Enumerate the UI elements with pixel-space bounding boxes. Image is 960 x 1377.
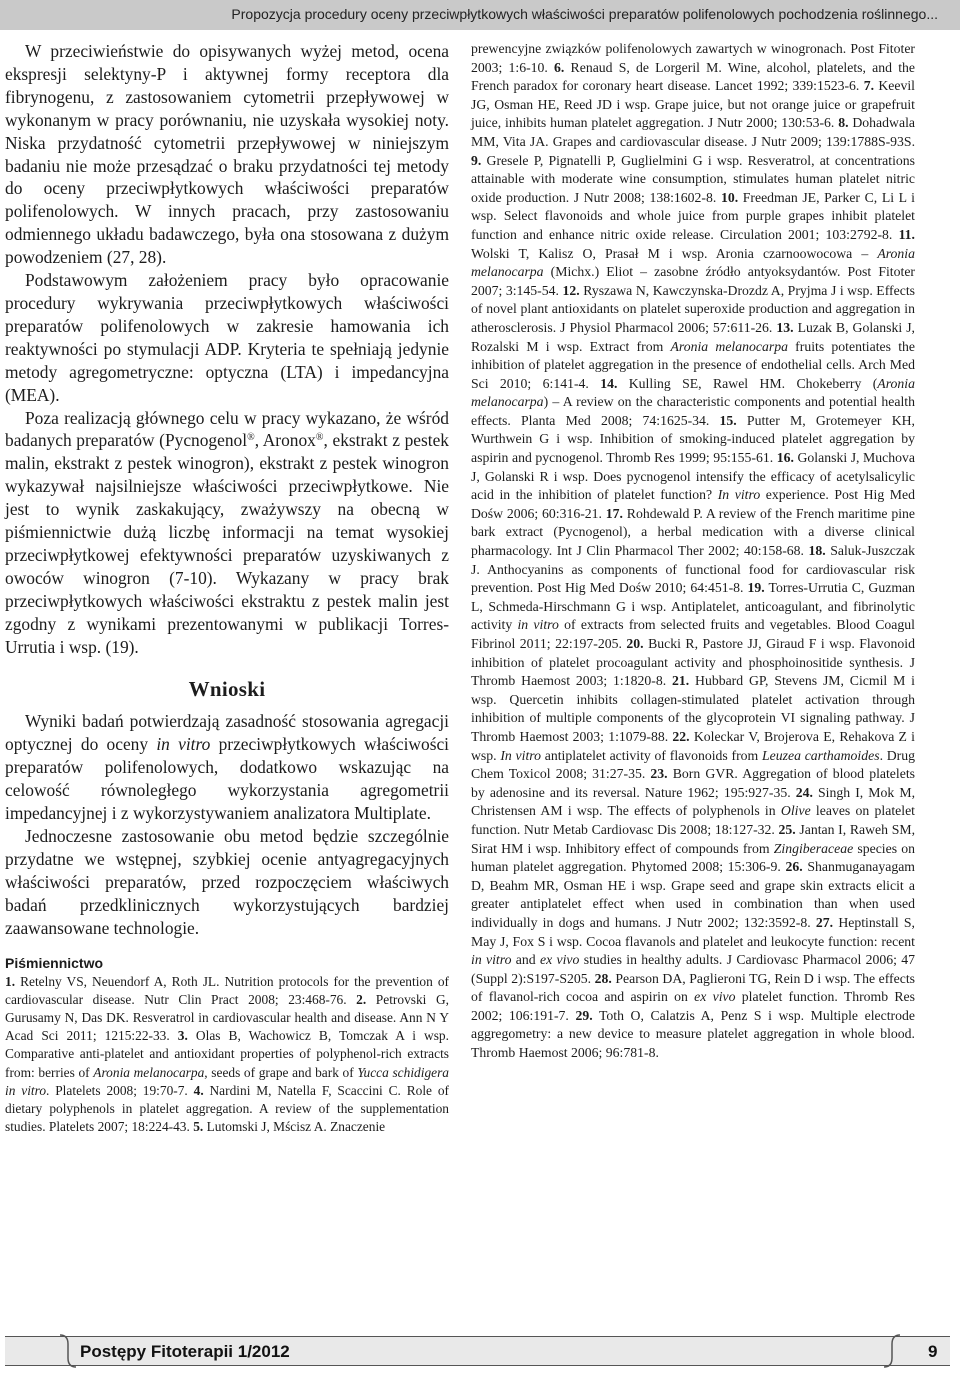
- ref-26-text: Shanmuganayagam D, Beahm MR, Osman HE i wsp. Grape seed and grape skin extracts elicit a greater antiplatelet effect when used in combination than when used individually in dogs and humans. J Nutr 2002; 132:3592-8.: [471, 859, 915, 930]
- ref-27-text3: studies in healthy adults. J Cardiovasc Pharmacol 2006; 47 (Suppl 2):S197-S205.: [471, 952, 916, 986]
- ref-6-num: 6.: [554, 59, 565, 75]
- references-left: [5, 973, 449, 1137]
- conclusions-heading: Wnioski: [188, 677, 266, 702]
- ref-22-italic: In vitro: [500, 747, 541, 763]
- ref-3-italic: Aronia melanocarpa: [93, 1064, 205, 1080]
- references-right: [471, 40, 915, 1063]
- ref-24-text: Singh I, Mok M, Christensen AM i wsp. The effects of polyphenols in: [471, 784, 916, 819]
- ref-10-text: Freedman JE, Parker C, Li L i wsp. Select flavonoids and whole juice from purple grapes inhibit platelet function and enhance nitric oxide release. Circulation 2001; 103:2792-8.: [471, 189, 915, 242]
- ref-1-num: 1.: [5, 973, 16, 989]
- ref-27-num: 27.: [815, 914, 834, 930]
- ref-19-italic: in vitro: [517, 617, 559, 633]
- ref-5-text: Lutomski J, Mścisz A. Znaczenie: [203, 1119, 386, 1135]
- ref-27-italic2: ex vivo: [539, 952, 580, 968]
- ref-24-italic: Olive: [780, 803, 811, 819]
- ref-3-text2: , seeds of grape and bark of: [204, 1064, 358, 1080]
- ref-4-text: Nardini M, Natella F, Scaccini C. Role of dietary polyphenols in platelet aggregation. A review of the supplementation studies. Platelets 2007; 18:224-43.: [5, 1082, 449, 1135]
- ref-8-num: 8.: [838, 115, 849, 131]
- ref-4-num: 4.: [193, 1082, 204, 1098]
- registered-mark-2: ®: [315, 432, 324, 444]
- ref-28-text: Pearson DA, Paglieroni TG, Rein D i wsp. The effects of flavanol-rich cocoa and aspirin on: [471, 970, 915, 1005]
- ref-16-text2: experience. Post Hig Med Dośw 2006; 60:316-21.: [471, 487, 916, 521]
- conclusion-1-b: przeciwpłytkowych właściwości preparatów polifenolowych, dodatkowo wskazując na celowość równoległego wykorzystania agregometrii impedancyjnej i z wykorzystywaniem analizatora Multiplate.: [5, 734, 450, 824]
- ref-10-num: 10.: [720, 189, 739, 205]
- ref-27-italic: in vitro: [471, 952, 512, 968]
- ref-25-text2: species on human platelet aggregation. Phytomed 2008; 15:306-9.: [471, 840, 915, 875]
- ref-3-italic2: Yucca schidigera in vitro: [5, 1064, 449, 1098]
- ref-17-num: 17.: [605, 505, 623, 521]
- ref-25-num: 25.: [778, 821, 796, 837]
- ref-7-num: 7.: [863, 78, 874, 94]
- ref-15-text: Putter M, Grotemeyer KH, Wurthwein G i wsp. Inhibition of smoking-induced platelet aggregation by aspirin and pycnogenol. Thromb Res 1999; 95:155-61.: [471, 412, 915, 466]
- ref-25-italic: Zingiberaceae: [773, 840, 854, 856]
- ref-22-italic2: Leuzea carthamoides: [762, 747, 880, 763]
- ref-16-num: 16.: [776, 450, 794, 466]
- ref-12-num: 12.: [562, 282, 580, 298]
- ref-28-italic: ex vivo: [694, 989, 736, 1005]
- ref-16-italic: In vitro: [717, 487, 761, 503]
- ref-2-num: 2.: [356, 991, 367, 1007]
- left-column: [5, 40, 449, 1136]
- ref-6-text: Renaud S, de Lorgeril M. Wine, alcohol, platelets, and the French paradox for coronary heart disease. Lancet 1992; 339:1523-6.: [471, 59, 915, 94]
- ref-1-text: Retelny VS, Neuendorf A, Roth JL. Nutrition protocols for the prevention of cardiovascular disease. Nutr Clin Pract 2008; 23:468-76.: [5, 973, 449, 1007]
- conclusion-1-a: Wyniki badań potwierdzają zasadność stosowania agregacji optycznej do oceny: [5, 711, 449, 755]
- references-heading: Piśmiennictwo: [5, 954, 104, 971]
- ref-18-text: Saluk-Juszczak J. Anthocyanins as components of functional food for cardiovascular risk prevention. Post Hig Med Dośw 2010; 64:451-8.: [471, 543, 915, 596]
- ref-9-text: Gresele P, Pignatelli P, Guglielmini G i wsp. Resveratrol, at concentrations attainable with moderate wine consumption, stimulates human platelet nitric oxide production. J Nutr 2008; 138:1602-8.: [471, 152, 915, 205]
- ref-7-text: Keevil JG, Osman HE, Reed JD i wsp. Grape juice, but not orange juice or grapefruit juice, inhibits human platelet aggregation. J Nutr 2000; 130:53-6.: [471, 78, 915, 131]
- footer-brace-right-icon: [880, 1332, 960, 1372]
- ref-19-text: Torres-Urrutia C, Guzman L, Schmeda-Hirschmann G i wsp. Antiplatelet, anticoagulant, and fibrinolytic activity: [471, 580, 915, 633]
- ref-18-num: 18.: [808, 543, 826, 559]
- ref-12-text: Ryszawa N, Kawczynska-Drozdz A, Pryjma J i wsp. Effects of novel plant antioxidants on platelet superoxide production and aggregation in atherosclerosis. J Physiol Pharmacol 2006; 57:611-26.: [471, 282, 915, 335]
- page-number: 9: [928, 1342, 938, 1361]
- ref-13-num: 13.: [776, 319, 794, 335]
- ref-17-text: Rohdewald P. A review of the French maritime pine bark extract (Pycnogenol), a herbal medication with a diverse clinical pharmacology. Int J Clin Pharmacol Ther 2002; 40:158-68.: [471, 505, 915, 559]
- paragraph-3: [5, 407, 449, 659]
- running-title: Propozycja procedury oceny przeciwpłytkowych właściwości preparatów polifenolowych pochodzenia roślinnego...: [231, 6, 938, 22]
- p3-part-a: Poza realizacją głównego celu w pracy wykazano, że wśród badanych preparatów (Pycnogenol: [5, 407, 449, 451]
- ref-22-text: Koleckar V, Brojerova E, Rehakova Z i wsp.: [471, 728, 915, 763]
- p3-part-b: , Aronox: [254, 430, 316, 451]
- page-footer: [0, 1332, 960, 1372]
- ref-20-num: 20.: [626, 636, 644, 651]
- ref-3-num: 3.: [177, 1028, 188, 1044]
- ref-16-text: Golanski J, Muchova J, Golanski R i wsp. Does pycnogenol intensify the efficacy of acetylsalicylic acid in the inhibition of platelet function?: [471, 450, 915, 503]
- ref-11-text: Wolski T, Kalisz O, Prasał M i wsp. Aronia czarnoowocowa –: [471, 245, 878, 261]
- ref-5-num: 5.: [193, 1119, 204, 1135]
- ref-23-text: Born GVR. Aggregation of blood platelets by adenosine and its reversal. Nature 1962; 195:927-35.: [471, 766, 916, 800]
- ref-19-text2: of extracts from selected fruits and vegetables. Blood Coagul Fibrinol 2011; 22:197-205.: [471, 617, 915, 651]
- ref-2-text: Petrovski G, Gurusamy N, Das DK. Resveratrol in cardiovascular health and disease. Ann N Y Acad Sci 2011; 1215:22-33.: [5, 991, 449, 1044]
- conclusion-1-italic: in vitro: [156, 734, 211, 755]
- ref-27-text2: and: [511, 952, 540, 968]
- ref-29-text: Toth O, Calatzis A, Penz S i wsp. Multiple electrode aggregometry: a new device to measure platelet aggregation in whole blood. Thromb Haemost 2006; 96:781-8.: [471, 1007, 915, 1061]
- ref-9-num: 9.: [471, 152, 482, 168]
- ref-19-num: 19.: [747, 580, 765, 596]
- ref-22-text3: . Drug Chem Toxicol 2008; 31:27-35.: [471, 747, 915, 782]
- ref-22-num: 22.: [672, 728, 690, 744]
- ref-24-text2: leaves on platelet function. Nutr Metab Cardiovasc Dis 2008; 18:127-32.: [471, 803, 915, 837]
- ref-15-num: 15.: [719, 412, 737, 428]
- ref-25-text: Jantan I, Raweh SM, Sirat HM i wsp. Inhibitory effect of compounds from: [471, 821, 916, 856]
- ref-29-num: 29.: [575, 1007, 593, 1023]
- ref-27-text: Heptinstall S, May J, Fox S i wsp. Cocoa flavanols and platelet and leukocyte function: recent: [471, 914, 915, 949]
- paragraph-2: Podstawowym założeniem pracy było opracowanie procedury wykrywania przeciwpłytkowych właściwości preparatów polifenolowych w zakresie hamowania ich reaktywności po stymulacji ADP. Kryteria te spełniają jedynie metody agregometryczne: optyczna (LTA) i impedancyjna (MEA).: [5, 270, 449, 405]
- registered-mark-1: ®: [247, 432, 255, 444]
- p3-part-c: , ekstrakt z pestek malin, ekstrakt z pestek winogron), ekstrakt z pestek winogron wykazywał najsilniejsze właściwości przeciwpłytkowe. Nie jest to wynik zaskakujący, zważywszy na obecną w piśmiennictwie dużą liczbę informacji na temat wysokiej przeciwpłytkowej efektywności preparatów uzyskiwanych z owoców winogron (7-10). Wykazany w pracy brak przeciwpłytkowych właściwości ekstraktu z pestek malin jest zgodny z wynikami prezentowanymi w publikacji Torres-Urrutia i wsp. (19).: [5, 430, 450, 657]
- ref-8-text: Dohadwala MM, Vita JA. Grapes and cardiovascular disease. J Nutr 2009; 139:1788S-93S.: [471, 115, 915, 149]
- paragraph-1: W przeciwieństwie do opisywanych wyżej metod, ocena ekspresji selektyny-P i aktywnej formy receptora dla fibrynogenu, z zastosowaniem cytometrii przepływowej w wykonanym w pracy porównaniu, nie uzyskała wysokiej noty. Niska przydatność cytometrii przepływowej w niniejszym badaniu nie może przesądzać o braku przydatności tej metody do oceny przeciwpłytkowych właściwości preparatów polifenolowych. W innych pracach, przy zastosowaniu odmiennego układu badawczego, była ona stosowana z dużym powodzeniem (27, 28).: [5, 41, 449, 268]
- ref-13-text2: fruits potentiates the inhibition of platelet aggregation in the presence of endothelial cells. Arch Med Sci 2010; 6:141-4.: [471, 338, 916, 391]
- ref-28-text2: platelet function. Thromb Res 2002; 106:191-7.: [471, 989, 915, 1023]
- ref-5-cont: prewencyjne związków polifenolowych zawartych w winogronach. Post Fitoter 2003; 1:6-10.: [471, 41, 915, 75]
- ref-3-text: Olas B, Wachowicz B, Tomczak A i wsp. Comparative anti-platelet and antioxidant properties of polyphenol-rich extracts from: berries of: [5, 1028, 449, 1080]
- ref-13-text: Luzak B, Golanski J, Rozalski M i wsp. Extract from: [471, 319, 915, 354]
- ref-11-italic: Aronia melanocarpa: [471, 245, 915, 280]
- ref-24-num: 24.: [795, 784, 813, 800]
- ref-22-text2: antiplatelet activity of flavonoids from: [541, 747, 762, 763]
- ref-3-text3: . Platelets 2008; 19:70-7.: [46, 1082, 194, 1098]
- conclusion-1: [5, 710, 449, 825]
- ref-21-num: 21.: [671, 673, 690, 689]
- ref-11-text2: (Michx.) Eliot – zasobne źródło antyoksydantów. Post Fitoter 2007; 3:145-54.: [471, 264, 915, 298]
- journal-title: Postępy Fitoterapii 1/2012: [80, 1342, 290, 1361]
- ref-14-text2: ) – A review on the characteristic components and potential health effects. Planta Med 2008; 74:1625-34.: [471, 394, 915, 428]
- ref-11-num: 11.: [898, 226, 915, 242]
- ref-14-italic: Aronia melanocarpa: [471, 375, 915, 410]
- ref-21-text: Hubbard GP, Stevens JM, Cicmil M i wsp. Quercetin inhibits collagen-stimulated platelet activation through inhibition of multiple components of the glycoprotein VI signaling pathway. J Thromb Haemost 2003; 1:1079-88.: [471, 673, 915, 744]
- ref-28-num: 28.: [594, 970, 612, 986]
- ref-14-text: Kulling SE, Rawel HM. Chokeberry (: [617, 375, 878, 391]
- running-header: [0, 0, 960, 30]
- ref-20-text: Bucki R, Pastore JJ, Giraud F i wsp. Flavonoid inhibition of platelet procoagulant activity and phosphoinositide synthesis. J Thromb Haemost 2003; 1:1820-8.: [471, 636, 915, 689]
- conclusion-2: Jednoczesne zastosowanie obu metod będzie szczególnie przydatne we wstępnej, szybkiej ocenie antyagregacyjnych właściwości preparatów, przed rozpoczęciem właściwych badań przedklinicznych wykorzystujących bardziej zaawansowane technologie.: [5, 826, 449, 938]
- ref-14-num: 14.: [600, 375, 618, 391]
- ref-23-num: 23.: [650, 766, 668, 782]
- ref-26-num: 26.: [785, 859, 803, 875]
- right-column: [471, 40, 915, 1063]
- ref-13-italic: Aronia melanocarpa: [670, 338, 788, 354]
- footer-brace-left-icon: [0, 1332, 80, 1372]
